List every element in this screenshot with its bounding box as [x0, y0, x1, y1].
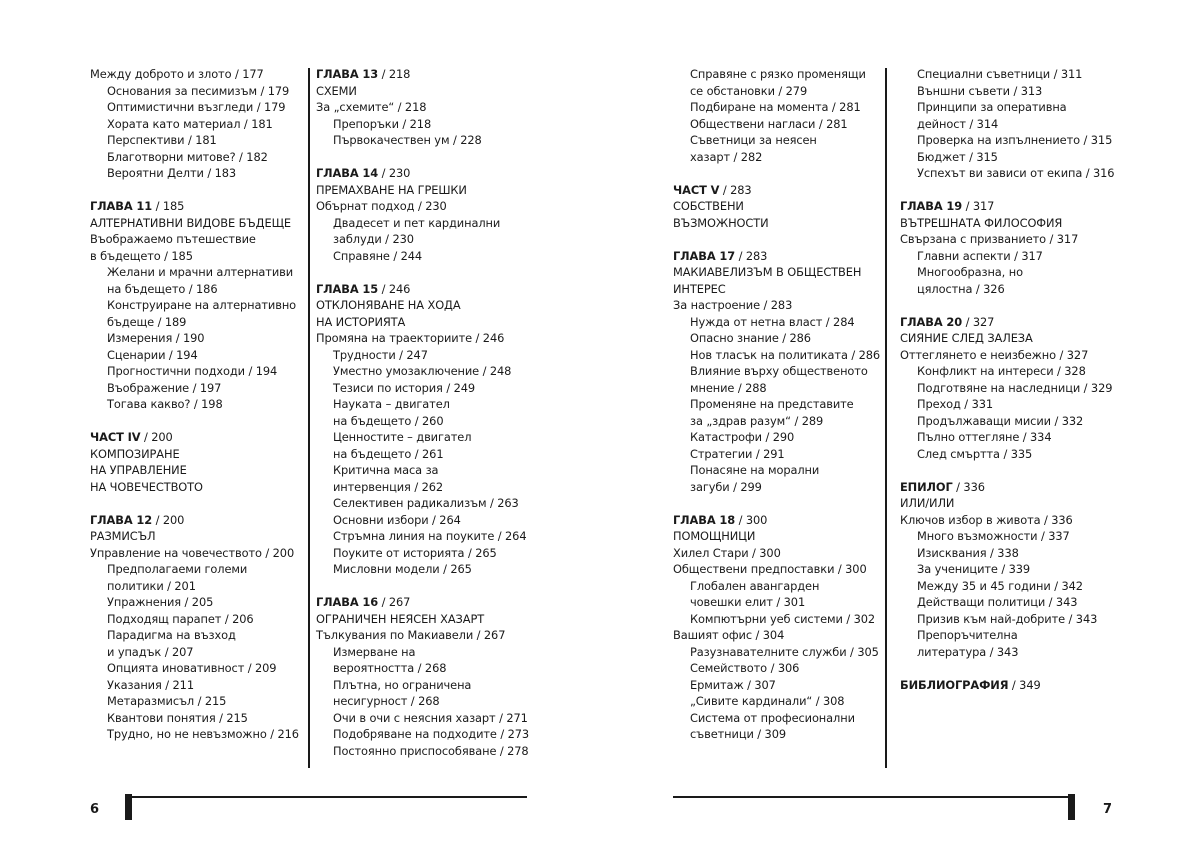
toc-subentry: Глобален авангарден	[690, 578, 820, 593]
section-page: / 317	[962, 199, 995, 213]
toc-subentry: Въображение / 197	[107, 380, 222, 395]
toc-subentry: на бъдещето / 186	[107, 281, 218, 296]
toc-subentry: се обстановки / 279	[690, 83, 808, 98]
toc-subentry: политики / 201	[107, 578, 196, 593]
toc-entry: СОБСТВЕНИ	[673, 199, 744, 213]
toc-entry: в бъдещето / 185	[90, 248, 193, 263]
toc-subentry: Ценностите – двигател	[333, 430, 472, 444]
footer-rule-left	[125, 796, 527, 798]
toc-subentry: Подбиране на момента / 281	[690, 100, 861, 114]
toc-subentry: Принципи за оперативна	[917, 100, 1067, 114]
toc-subentry: За учениците / 339	[917, 562, 1031, 576]
toc-entry: Ключов избор в живота / 336	[900, 512, 1073, 527]
toc-entry: АЛТЕРНАТИВНИ ВИДОВЕ БЪДЕЩЕ	[90, 215, 292, 230]
toc-entry: КОМПОЗИРАНЕ	[90, 446, 180, 461]
toc-subentry: Влияние върху общественото	[690, 364, 868, 378]
toc-entry: ОТКЛОНЯВАНЕ НА ХОДА	[316, 298, 461, 312]
spacer	[673, 231, 875, 248]
toc-section-heading	[673, 248, 875, 265]
toc-subentry: Вероятни Делти / 183	[107, 166, 237, 180]
toc-subentry: на бъдещето / 261	[333, 446, 444, 461]
page-number-left: 6	[90, 802, 100, 817]
section-label: ГЛАВА 15	[316, 281, 379, 296]
toc-entry: Тълкувания по Макиавели / 267	[316, 628, 506, 642]
toc-subentry: Желани и мрачни алтернативи	[107, 265, 294, 279]
toc-subentry: Многообразна, но	[917, 265, 1023, 279]
section-page: / 349	[1008, 677, 1041, 692]
toc-subentry: Указания / 211	[107, 677, 194, 692]
toc-subentry: Благотворни митове? / 182	[107, 149, 268, 164]
toc-subentry: Много възможности / 337	[917, 529, 1070, 543]
toc-subentry: Основни избори / 264	[333, 512, 461, 527]
spacer	[90, 495, 302, 512]
toc-entry: Обърнат подход / 230	[316, 199, 447, 213]
toc-subentry: Ермитаж / 307	[690, 677, 776, 692]
section-label: ГЛАВА 13	[316, 67, 379, 81]
toc-section-heading	[90, 429, 302, 446]
toc-subentry: дейност / 314	[917, 116, 999, 131]
spacer	[900, 462, 1150, 479]
toc-entry: Между доброто и злото / 177	[90, 67, 264, 81]
toc-subentry: хазарт / 282	[690, 149, 763, 164]
toc-subentry: Първокачествен ум / 228	[333, 133, 482, 147]
section-page: / 336	[952, 479, 985, 494]
toc-entry: Промяна на траекториите / 246	[316, 331, 505, 345]
section-label: ЧАСТ IV	[90, 430, 141, 444]
toc-entry: Вашият офис / 304	[673, 628, 785, 642]
toc-subentry: Тогава какво? / 198	[107, 397, 223, 411]
toc-subentry: Перспективи / 181	[107, 133, 217, 147]
toc-subentry: Пълно оттегляне / 334	[917, 430, 1052, 444]
toc-subentry: Трудно, но не невъзможно / 216	[107, 727, 299, 741]
toc-subentry: Уместно умозаключение / 248	[333, 364, 512, 378]
toc-subentry: несигурност / 268	[333, 694, 440, 708]
toc-entry: Въображаемо пътешествие	[90, 232, 256, 246]
toc-subentry: Прогностични подходи / 194	[107, 364, 278, 378]
toc-entry: НА УПРАВЛЕНИЕ	[90, 463, 187, 477]
toc-subentry: Подготвяне на наследници / 329	[917, 380, 1113, 395]
section-page: / 267	[378, 595, 411, 609]
toc-subentry: бъдеще / 189	[107, 314, 187, 329]
toc-subentry: Обществени нагласи / 281	[690, 116, 848, 131]
section-page: / 200	[152, 512, 185, 527]
toc-subentry: Семейството / 306	[690, 661, 800, 675]
toc-subentry: Препоръчителна	[917, 628, 1018, 642]
toc-subentry: Упражнения / 205	[107, 595, 214, 609]
toc-subentry: Специални съветници / 311	[917, 67, 1083, 81]
toc-subentry: Опцията иновативност / 209	[107, 661, 277, 675]
section-label: ЧАСТ V	[673, 182, 720, 197]
toc-column-1	[90, 66, 302, 743]
toc-subentry: Науката – двигател	[333, 397, 450, 411]
spacer	[673, 165, 875, 182]
toc-section-heading	[90, 512, 302, 529]
toc-subentry: Метаразмисъл / 215	[107, 694, 227, 708]
toc-subentry: мнение / 288	[690, 380, 767, 395]
toc-subentry: Действащи политици / 343	[917, 595, 1078, 609]
toc-entry: ПОМОЩНИЦИ	[673, 529, 756, 543]
section-label: ГЛАВА 16	[316, 595, 379, 609]
toc-entry: Хилел Стари / 300	[673, 545, 781, 560]
toc-entry: За „схемите“ / 218	[316, 100, 427, 114]
toc-subentry: Преход / 331	[917, 397, 994, 411]
toc-subentry: цялостна / 326	[917, 281, 1005, 296]
toc-subentry: „Сивите кардинали“ / 308	[690, 694, 845, 708]
toc-subentry: Разузнавателните служби / 305	[690, 644, 879, 659]
spacer	[673, 495, 875, 512]
toc-subentry: Опасно знание / 286	[690, 331, 811, 345]
toc-subentry: литература / 343	[917, 644, 1019, 659]
toc-subentry: Основания за песимизъм / 179	[107, 83, 290, 98]
section-page: / 246	[378, 281, 411, 296]
toc-section-heading	[900, 479, 1150, 496]
toc-subentry: Оптимистични възгледи / 179	[107, 100, 286, 114]
toc-subentry: Тезиси по история / 249	[333, 380, 476, 395]
toc-subentry: Сценарии / 194	[107, 347, 198, 362]
column-divider-left	[308, 68, 310, 768]
toc-subentry: Критична маса за	[333, 463, 439, 477]
section-page: / 218	[378, 67, 411, 81]
toc-subentry: Нужда от нетна власт / 284	[690, 314, 855, 329]
toc-subentry: Нов тласък на политиката / 286	[690, 347, 881, 362]
toc-subentry: Компютърни уеб системи / 302	[690, 611, 876, 626]
toc-subentry: Проверка на изпълнението / 315	[917, 133, 1113, 147]
toc-section-heading	[673, 182, 875, 199]
spacer	[900, 297, 1150, 314]
toc-subentry: След смъртта / 335	[917, 446, 1033, 461]
toc-column-4	[900, 66, 1150, 693]
toc-subentry: Подходящ парапет / 206	[107, 611, 254, 626]
toc-column-3	[673, 66, 881, 743]
toc-entry: ИНТЕРЕС	[673, 281, 726, 296]
section-label: ГЛАВА 19	[900, 199, 963, 213]
footer-mark-right	[1068, 794, 1075, 820]
toc-section-heading	[673, 512, 875, 529]
section-page: / 230	[378, 166, 411, 180]
toc-entry: За настроение / 283	[673, 298, 793, 312]
toc-entry: СИЯНИЕ СЛЕД ЗАЛЕЗА	[900, 331, 1033, 345]
toc-entry: Обществени предпоставки / 300	[673, 562, 867, 576]
section-page: / 283	[735, 248, 768, 263]
toc-subentry: Справяне с рязко променящи	[690, 67, 866, 81]
toc-entry: РАЗМИСЪЛ	[90, 529, 156, 543]
spacer	[316, 578, 546, 595]
toc-subentry: Справяне / 244	[333, 248, 423, 263]
toc-entry: ВЪТРЕШНАТА ФИЛОСОФИЯ	[900, 215, 1063, 230]
toc-entry: НА ЧОВЕЧЕСТВОТО	[90, 479, 203, 494]
toc-subentry: Съветници за неясен	[690, 133, 817, 147]
section-page: / 185	[152, 199, 185, 213]
section-page: / 283	[719, 182, 752, 197]
spacer	[90, 413, 302, 430]
toc-subentry: Хората като материал / 181	[107, 116, 273, 131]
toc-section-heading	[900, 314, 1150, 331]
toc-subentry: Двадесет и пет кардинални	[333, 215, 501, 230]
toc-section-heading	[90, 198, 302, 215]
column-divider-right	[885, 68, 887, 768]
toc-subentry: Поуките от историята / 265	[333, 545, 497, 560]
toc-subentry: Селективен радикализъм / 263	[333, 496, 519, 510]
toc-subentry: и упадък / 207	[107, 644, 194, 659]
toc-entry: ОГРАНИЧЕН НЕЯСЕН ХАЗАРТ	[316, 611, 485, 626]
toc-subentry: Предполагаеми големи	[107, 562, 248, 576]
toc-subentry: Квантови понятия / 215	[107, 710, 248, 725]
toc-subentry: съветници / 309	[690, 727, 786, 741]
toc-section-heading	[316, 281, 546, 298]
section-page: / 327	[962, 314, 995, 329]
spacer	[900, 660, 1150, 677]
section-label: ЕПИЛОГ	[900, 479, 953, 494]
toc-subentry: на бъдещето / 260	[333, 413, 444, 428]
toc-subentry: Измерения / 190	[107, 331, 205, 345]
toc-subentry: Успехът ви зависи от екипа / 316	[917, 166, 1115, 180]
toc-subentry: Постоянно приспособяване / 278	[333, 743, 529, 758]
toc-subentry: Мисловни модели / 265	[333, 562, 472, 576]
toc-subentry: Плътна, но ограничена	[333, 677, 472, 692]
toc-subentry: Катастрофи / 290	[690, 430, 795, 444]
toc-section-heading	[316, 165, 546, 182]
spacer	[900, 182, 1150, 199]
toc-entry: НА ИСТОРИЯТА	[316, 314, 406, 329]
section-label: ГЛАВА 17	[673, 248, 736, 263]
toc-subentry: Призив към най-добрите / 343	[917, 611, 1098, 626]
toc-entry: Оттеглянето е неизбежно / 327	[900, 347, 1089, 362]
toc-entry: Управление на човечеството / 200	[90, 545, 295, 560]
toc-section-heading	[900, 198, 1150, 215]
toc-section-heading	[316, 66, 546, 83]
section-label: ГЛАВА 11	[90, 199, 153, 213]
toc-subentry: заблуди / 230	[333, 232, 414, 246]
toc-entry: ВЪЗМОЖНОСТИ	[673, 215, 769, 230]
footer-mark-left	[125, 794, 132, 820]
toc-subentry: Измерване на	[333, 644, 416, 659]
section-page: / 300	[735, 512, 768, 527]
toc-subentry: Променяне на представите	[690, 397, 854, 411]
toc-subentry: Стръмна линия на поуките / 264	[333, 529, 527, 543]
toc-subentry: Продължаващи мисии / 332	[917, 413, 1084, 428]
toc-subentry: интервенция / 262	[333, 479, 444, 494]
toc-subentry: Понасяне на морални	[690, 463, 820, 477]
page-number-right: 7	[1103, 802, 1113, 817]
toc-entry: Свързана с призванието / 317	[900, 232, 1079, 246]
toc-subentry: Очи в очи с неясния хазарт / 271	[333, 710, 528, 725]
spacer	[316, 149, 546, 166]
toc-entry: МАКИАВЕЛИЗЪМ В ОБЩЕСТВЕН	[673, 265, 862, 279]
toc-entry: ИЛИ/ИЛИ	[900, 496, 955, 510]
spacer	[316, 264, 546, 281]
toc-subentry: Между 35 и 45 години / 342	[917, 578, 1083, 593]
toc-subentry: Бюджет / 315	[917, 149, 998, 164]
toc-subentry: човешки елит / 301	[690, 595, 806, 609]
section-page: / 200	[140, 430, 173, 444]
section-label: ГЛАВА 18	[673, 512, 736, 527]
toc-subentry: Конструиране на алтернативно	[107, 298, 297, 312]
toc-subentry: Подобряване на подходите / 273	[333, 727, 530, 741]
toc-subentry: Трудности / 247	[333, 347, 428, 362]
section-label: ГЛАВА 20	[900, 314, 963, 329]
toc-subentry: Конфликт на интереси / 328	[917, 364, 1086, 378]
toc-subentry: Изисквания / 338	[917, 545, 1019, 560]
spacer	[90, 182, 302, 199]
toc-subentry: за „здрав разум“ / 289	[690, 413, 824, 428]
toc-section-heading	[900, 677, 1150, 694]
toc-entry: СХЕМИ	[316, 83, 357, 98]
section-label: ГЛАВА 14	[316, 166, 379, 180]
toc-subentry: загуби / 299	[690, 479, 762, 494]
toc-column-2	[316, 66, 546, 759]
toc-entry: ПРЕМАХВАНЕ НА ГРЕШКИ	[316, 182, 467, 197]
toc-subentry: Препоръки / 218	[333, 116, 432, 131]
toc-subentry: Система от професионални	[690, 710, 855, 725]
toc-subentry: Стратегии / 291	[690, 446, 785, 461]
section-label: БИБЛИОГРАФИЯ	[900, 677, 1009, 692]
section-label: ГЛАВА 12	[90, 512, 153, 527]
footer-rule-right	[673, 796, 1075, 798]
toc-section-heading	[316, 594, 546, 611]
toc-subentry: Главни аспекти / 317	[917, 248, 1043, 263]
toc-subentry: Външни съвети / 313	[917, 83, 1043, 98]
toc-subentry: вероятността / 268	[333, 661, 447, 675]
toc-subentry: Парадигма на възход	[107, 628, 236, 642]
